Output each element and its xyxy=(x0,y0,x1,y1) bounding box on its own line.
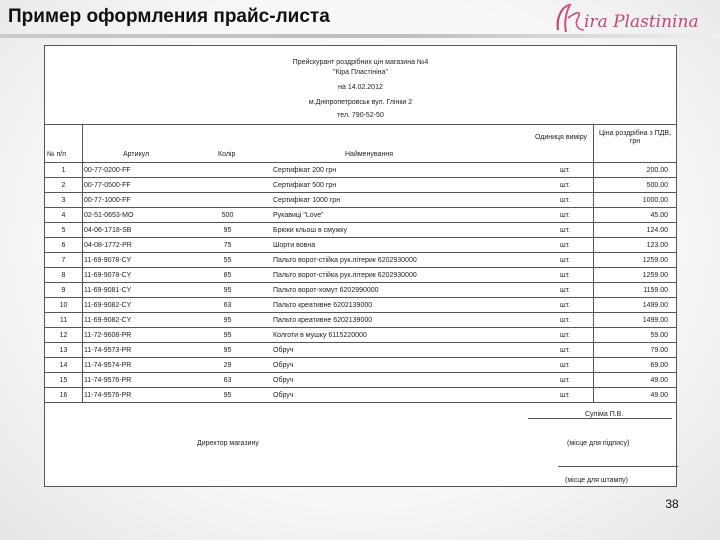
table-row xyxy=(45,192,676,208)
signer-line xyxy=(528,418,672,419)
row-article: 11-74-9576-PR xyxy=(84,392,132,399)
column-header-price: Ціна роздрібна з ПДВ, грн xyxy=(599,130,671,145)
table-row xyxy=(45,282,676,298)
row-number: 12 xyxy=(59,332,68,339)
row-article: 11-69-9082-CY xyxy=(84,317,132,324)
row-number: 10 xyxy=(59,302,68,309)
row-article: 04-08-1772-PR xyxy=(84,242,132,249)
row-unit: шт. xyxy=(560,347,570,354)
price-list-date: на 14.02.2012 xyxy=(338,84,383,91)
row-article: 11-69-9078-CY xyxy=(84,272,132,279)
row-number: 11 xyxy=(59,317,68,324)
row-name: Обруч xyxy=(273,362,294,369)
column-header-color: Колір xyxy=(218,151,236,158)
table-row xyxy=(45,372,676,388)
row-price: 1159.00 xyxy=(643,287,668,294)
row-name: Пальто креативне 6202139000 xyxy=(273,317,373,324)
row-number: 13 xyxy=(59,347,68,354)
store-name: "Кіра Пластініна" xyxy=(333,69,388,76)
row-unit: шт. xyxy=(560,362,570,369)
table-bottom-border xyxy=(45,402,676,403)
column-header-number: № п/п xyxy=(47,151,66,158)
row-article: 11-69-9082-CY xyxy=(84,302,132,309)
row-number: 3 xyxy=(61,197,66,204)
kira-plastinina-logo xyxy=(548,0,720,40)
row-name: Рукавиці "Love" xyxy=(273,212,324,219)
row-price: 69.00 xyxy=(650,362,668,369)
row-price: 123.00 xyxy=(646,242,668,249)
row-unit: шт. xyxy=(560,257,570,264)
store-address: м.Дніпропетровськ вул. Глінки 2 xyxy=(308,99,413,106)
column-header-article: Артикул xyxy=(123,151,150,158)
row-color: 85 xyxy=(223,272,232,279)
svg-text:ira Plastinina: ira Plastinina xyxy=(584,12,699,32)
store-phone: тел. 790-52-50 xyxy=(337,112,384,119)
row-article: 11-74-9573-PR xyxy=(84,347,132,354)
table-column-divider-2 xyxy=(593,162,594,402)
row-name: Обруч xyxy=(273,392,294,399)
row-name: Пальто креативне 6202139000 xyxy=(273,302,373,309)
price-list-heading: Прейскурант роздрібних цін магазина №4 xyxy=(292,59,429,66)
signature-place: (місце для підпису) xyxy=(567,440,630,447)
table-row xyxy=(45,177,676,193)
header-divider-1 xyxy=(82,124,83,162)
row-name: Обруч xyxy=(273,347,294,354)
row-name: Пальто ворот-стійка рук.літерик 6202930000 xyxy=(273,272,417,279)
signer-name: Суліма П.В. xyxy=(585,411,624,418)
row-price: 59.00 xyxy=(650,332,668,339)
header-divider-2 xyxy=(593,124,594,162)
row-unit: шт. xyxy=(560,302,570,309)
row-article: 00-77-0200-FF xyxy=(84,167,131,174)
table-row xyxy=(45,237,676,253)
row-price: 49.00 xyxy=(650,377,668,384)
row-unit: шт. xyxy=(560,182,570,189)
row-color: 95 xyxy=(223,392,232,399)
row-article: 11-69-9078-CY xyxy=(84,257,132,264)
row-number: 8 xyxy=(61,272,66,279)
table-row xyxy=(45,207,676,223)
row-unit: шт. xyxy=(560,377,570,384)
row-price: 79.00 xyxy=(650,347,668,354)
row-name: Колготи в мушку 6115220000 xyxy=(273,332,367,339)
row-article: 11-69-9081-CY xyxy=(84,287,132,294)
slide-title: Пример оформления прайс-листа xyxy=(8,6,330,27)
row-name: Пальто ворот-стійка рук.літерик 6202930000 xyxy=(273,257,417,264)
table-row xyxy=(45,222,676,238)
row-color: 95 xyxy=(223,227,232,234)
row-color: 95 xyxy=(223,317,232,324)
row-unit: шт. xyxy=(560,242,570,249)
row-name: Брюки кльош в смужку xyxy=(273,227,347,234)
row-price: 1259.00 xyxy=(642,272,668,279)
row-price: 1259.00 xyxy=(642,257,668,264)
row-number: 1 xyxy=(61,167,66,174)
row-number: 16 xyxy=(59,392,68,399)
table-row xyxy=(45,342,676,358)
row-color: 29 xyxy=(223,362,232,369)
row-color: 95 xyxy=(223,287,232,294)
table-row xyxy=(45,312,676,328)
row-unit: шт. xyxy=(560,317,570,324)
row-color: 63 xyxy=(223,302,232,309)
stamp-line xyxy=(558,466,678,467)
row-price: 1000.00 xyxy=(642,197,668,204)
row-color: 500 xyxy=(221,212,234,219)
row-price: 124.00 xyxy=(646,227,668,234)
row-price: 1499.00 xyxy=(642,317,668,324)
row-unit: шт. xyxy=(560,332,570,339)
row-unit: шт. xyxy=(560,392,570,399)
page-number: 38 xyxy=(665,497,679,511)
row-name: Сертифікат 1000 грн xyxy=(273,197,341,204)
price-list-sheet xyxy=(44,45,677,487)
row-name: Обруч xyxy=(273,377,294,384)
row-number: 5 xyxy=(61,227,66,234)
row-number: 14 xyxy=(59,362,68,369)
row-article: 00-77-0500-FF xyxy=(84,182,131,189)
row-number: 15 xyxy=(59,377,68,384)
table-row xyxy=(45,267,676,283)
price-table-body xyxy=(45,162,676,402)
table-row xyxy=(45,252,676,268)
table-row xyxy=(45,297,676,313)
row-unit: шт. xyxy=(560,197,570,204)
column-header-name: Найменування xyxy=(345,151,393,158)
row-article: 04-06-1718-SB xyxy=(84,227,132,234)
row-number: 4 xyxy=(61,212,66,219)
row-price: 200.00 xyxy=(646,167,668,174)
director-label: Директор магазину xyxy=(197,440,259,447)
table-row xyxy=(45,357,676,373)
row-price: 1499.00 xyxy=(642,302,668,309)
row-color: 95 xyxy=(223,332,232,339)
table-row xyxy=(45,327,676,343)
row-name: Шорти вовна xyxy=(273,242,316,249)
table-column-divider-1 xyxy=(82,162,83,402)
row-name: Сертифікат 500 грн xyxy=(273,182,337,189)
row-article: 00-77-1000-FF xyxy=(84,197,131,204)
row-number: 2 xyxy=(61,182,66,189)
row-color: 55 xyxy=(223,257,232,264)
header-separator xyxy=(45,124,676,125)
row-article: 02-51-0653-MO xyxy=(84,212,134,219)
row-article: 11-74-9576-PR xyxy=(84,377,132,384)
row-price: 49.00 xyxy=(650,392,668,399)
row-unit: шт. xyxy=(560,272,570,279)
row-number: 9 xyxy=(61,287,66,294)
row-number: 6 xyxy=(61,242,66,249)
row-article: 11-74-9574-PR xyxy=(84,362,132,369)
column-header-unit: Одиниця виміру xyxy=(534,134,588,141)
row-price: 500.00 xyxy=(646,182,668,189)
row-unit: шт. xyxy=(560,227,570,234)
row-unit: шт. xyxy=(560,167,570,174)
stamp-place: (місце для штампу) xyxy=(565,477,628,484)
row-unit: шт. xyxy=(560,212,570,219)
row-color: 95 xyxy=(223,347,232,354)
row-color: 75 xyxy=(223,242,232,249)
row-name: Сертифікат 200 грн xyxy=(273,167,337,174)
row-number: 7 xyxy=(61,257,66,264)
table-row xyxy=(45,387,676,403)
table-row xyxy=(45,162,676,178)
row-color: 63 xyxy=(223,377,232,384)
row-price: 45.00 xyxy=(650,212,668,219)
row-article: 11-72-9608-PR xyxy=(84,332,132,339)
row-name: Пальто ворот-хомут 6202990000 xyxy=(273,287,379,294)
row-unit: шт. xyxy=(560,287,570,294)
